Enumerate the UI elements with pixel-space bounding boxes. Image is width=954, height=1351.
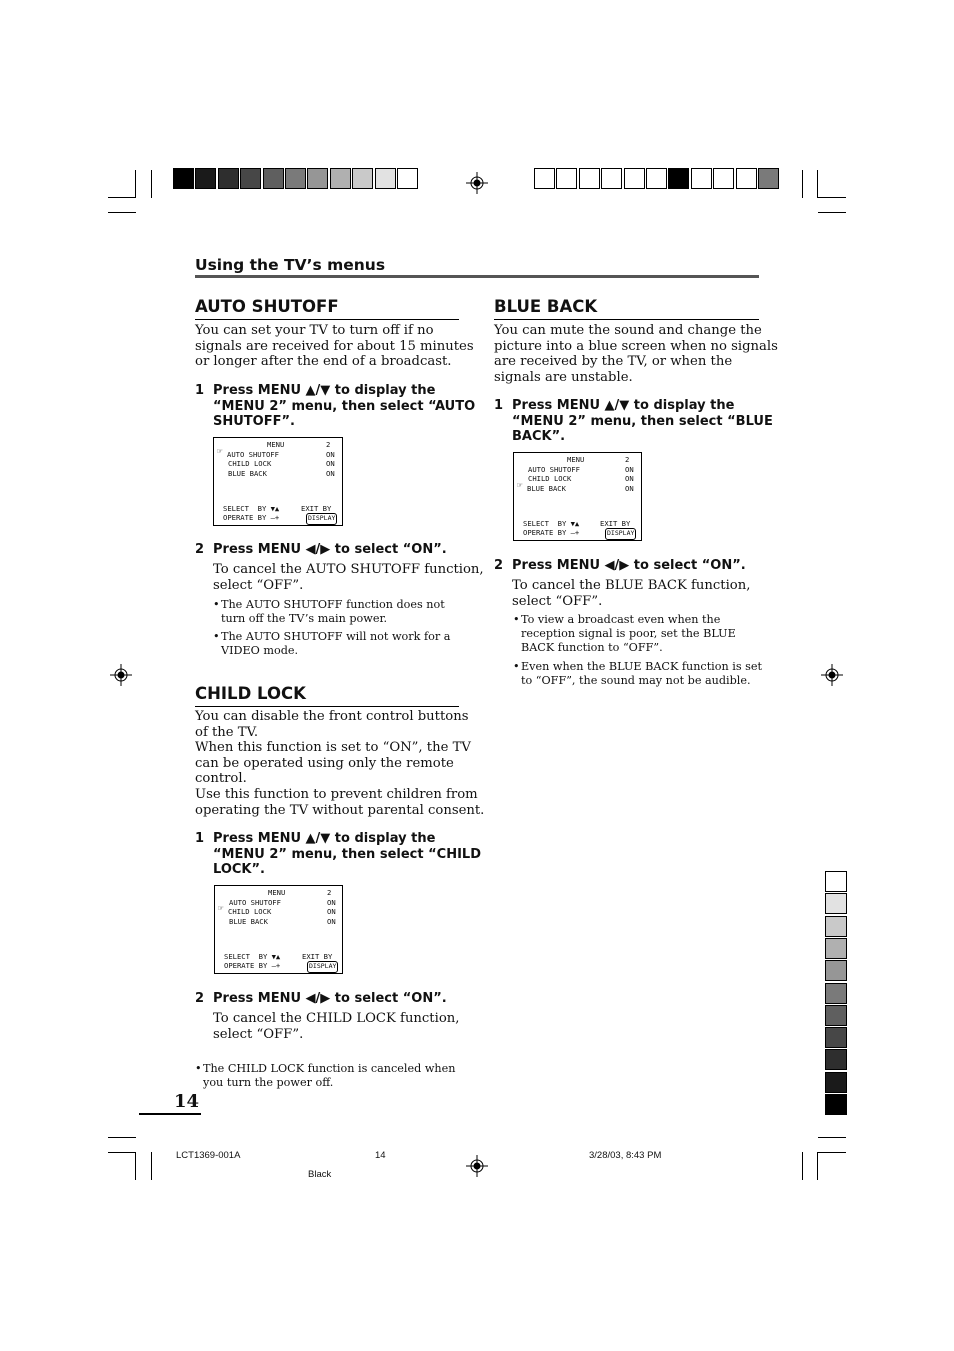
color-swatch: [713, 168, 734, 189]
color-swatch: [218, 168, 239, 189]
menu-screen: MENU 2 AUTO SHUTOFF ON CHILD LOCK ON ☞ BLUE BACK ON SELECT BY ▼▲ EXIT BY OPERATE BY —+ DISPLAY: [513, 452, 642, 541]
footer-page: 14: [375, 1150, 386, 1161]
color-swatch: [736, 168, 757, 189]
color-swatch: [375, 168, 396, 189]
section-title: CHILD LOCK: [195, 684, 306, 703]
side-tab: [825, 1005, 847, 1026]
intro-text: You can set your TV to turn off if no signals are received for about 15 minutes or longer after the end of a broadcast.: [195, 323, 474, 370]
step-2: 2 Press MENU ◀/▶ to select “ON”.: [195, 991, 447, 1006]
color-swatch: [285, 168, 306, 189]
color-swatch: [330, 168, 351, 189]
side-tab: [825, 960, 847, 981]
color-swatch: [579, 168, 600, 189]
note-item: • Even when the BLUE BACK function is set to “OFF”, the sound may not be audible.: [513, 660, 762, 687]
section-rule: [195, 706, 459, 707]
pointing-hand-icon: ☞: [217, 447, 223, 457]
page-header-title: Using the TV’s menus: [195, 256, 386, 274]
color-swatch: [307, 168, 328, 189]
step-1: 1 Press MENU ▲/▼ to display the “MENU 2” menu, then select “BLUE BACK”.: [494, 398, 773, 445]
menu-screen: MENU 2 ☞ AUTO SHUTOFF ON CHILD LOCK ON BLUE BACK ON SELECT BY ▼▲ EXIT BY OPERATE BY —+ DISPLAY: [213, 437, 343, 526]
color-swatch: [691, 168, 712, 189]
registration-mark-icon: [466, 172, 488, 194]
color-swatch: [556, 168, 577, 189]
side-tab: [825, 1094, 847, 1115]
section-rule: [195, 319, 459, 320]
section-title: BLUE BACK: [494, 297, 598, 316]
cancel-text: To cancel the AUTO SHUTOFF function, select “OFF”.: [213, 562, 484, 593]
footer-date: 3/28/03, 8:43 PM: [589, 1150, 662, 1161]
section-title: AUTO SHUTOFF: [195, 297, 339, 316]
cancel-text: To cancel the CHILD LOCK function, select “OFF”.: [213, 1011, 460, 1042]
step-2: 2 Press MENU ◀/▶ to select “ON”.: [195, 542, 447, 557]
side-tab: [825, 1072, 847, 1093]
cancel-text: To cancel the BLUE BACK function, select “OFF”.: [512, 578, 751, 609]
registration-mark-icon: [466, 1155, 488, 1177]
note-item: • To view a broadcast even when the reception signal is poor, set the BLUE BACK function to “OFF”.: [513, 613, 736, 654]
registration-mark-icon: [821, 664, 843, 686]
side-tab: [825, 871, 847, 892]
pointing-hand-icon: ☞: [218, 904, 224, 914]
color-swatch: [534, 168, 555, 189]
step-2: 2 Press MENU ◀/▶ to select “ON”.: [494, 558, 746, 573]
color-swatch: [646, 168, 667, 189]
intro-text: You can disable the front control buttons of the TV. When this function is set to “ON”, the TV can be operated using only the remote control. Use this function to prevent children from operating the TV without parental consent.: [195, 709, 485, 818]
page-number: 14: [174, 1091, 200, 1112]
section-rule: [494, 319, 759, 320]
note-item: • The CHILD LOCK function is canceled when you turn the power off.: [195, 1062, 456, 1089]
color-swatch: [263, 168, 284, 189]
step-1: 1 Press MENU ▲/▼ to display the “MENU 2” menu, then select “AUTO SHUTOFF”.: [195, 383, 476, 430]
color-swatch: [195, 168, 216, 189]
color-swatch: [758, 168, 779, 189]
side-tab: [825, 1049, 847, 1070]
color-swatch: [173, 168, 194, 189]
side-tab: [825, 1027, 847, 1048]
color-swatch: [624, 168, 645, 189]
footer-code: LCT1369-001A: [176, 1150, 241, 1161]
color-swatch: [352, 168, 373, 189]
side-tab: [825, 938, 847, 959]
side-tab: [825, 893, 847, 914]
header-rule: [195, 275, 759, 278]
side-tab: [825, 916, 847, 937]
color-swatch: [668, 168, 689, 189]
registration-mark-icon: [110, 664, 132, 686]
menu-screen: MENU 2 AUTO SHUTOFF ON ☞ CHILD LOCK ON BLUE BACK ON SELECT BY ▼▲ EXIT BY OPERATE BY —+ DISPLAY: [214, 885, 343, 974]
intro-text: You can mute the sound and change the picture into a blue screen when no signals are received by the TV, or when the signals are unstable.: [494, 323, 778, 385]
page-number-rule: [139, 1113, 201, 1115]
pointing-hand-icon: ☞: [517, 481, 523, 491]
color-swatch: [601, 168, 622, 189]
color-swatch: [240, 168, 261, 189]
footer-color: Black: [308, 1169, 332, 1180]
step-1: 1 Press MENU ▲/▼ to display the “MENU 2” menu, then select “CHILD LOCK”.: [195, 831, 481, 878]
color-swatch: [397, 168, 418, 189]
side-tab: [825, 983, 847, 1004]
note-item: • The AUTO SHUTOFF function does not turn off the TV’s main power.: [213, 598, 445, 625]
note-item: • The AUTO SHUTOFF will not work for a VIDEO mode.: [213, 630, 451, 657]
